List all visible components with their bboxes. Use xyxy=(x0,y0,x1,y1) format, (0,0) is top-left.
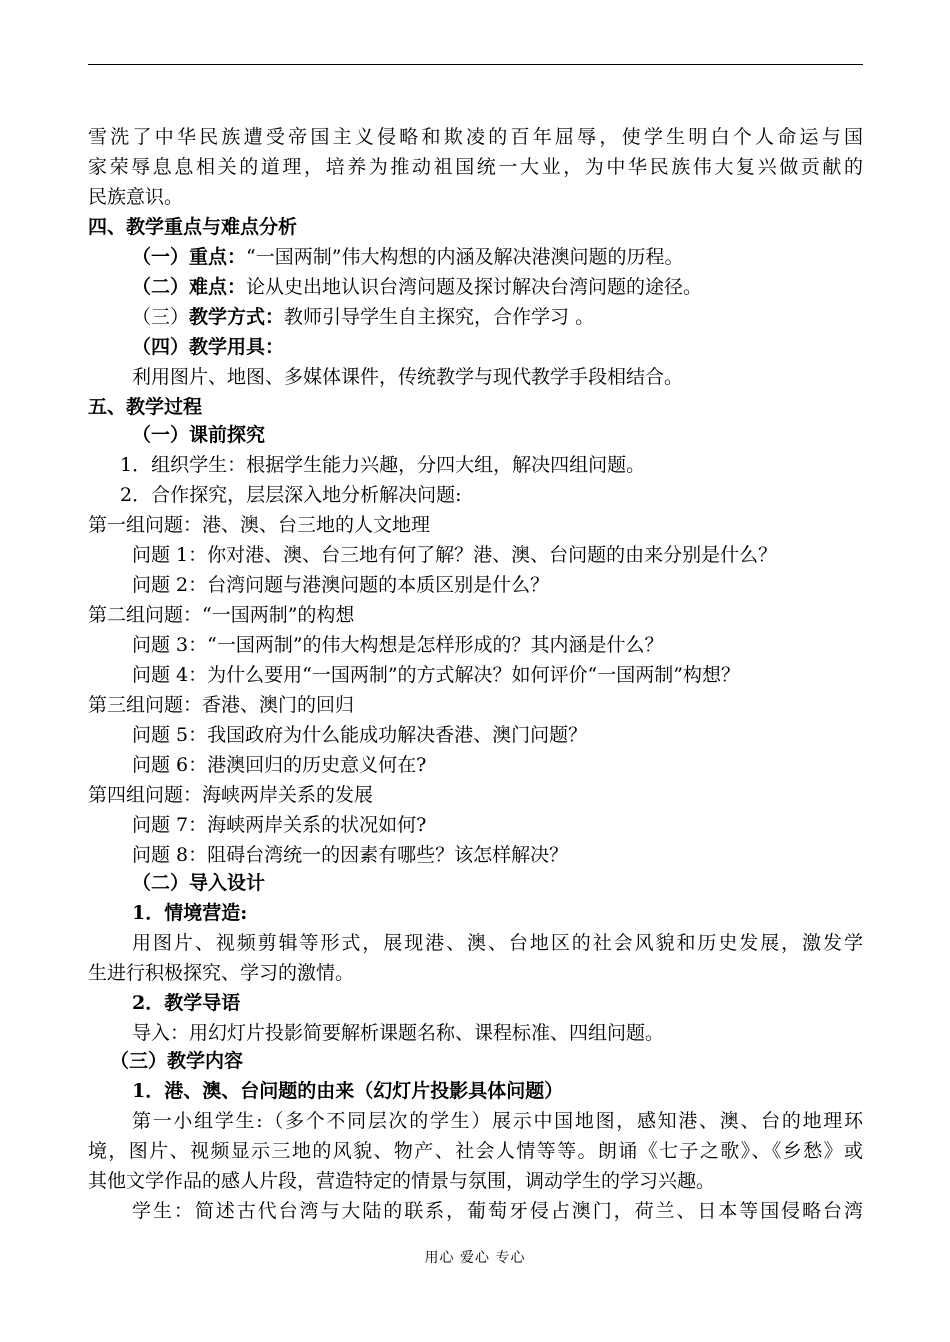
page-footer: 用心 爱心 专心 xyxy=(424,1250,526,1266)
subsection-pre-inquiry: （一）课前探究 xyxy=(132,424,266,446)
question-5: 问题 5：我国政府为什么能成功解决香港、澳门问题？ xyxy=(132,724,588,746)
method-item xyxy=(132,306,594,328)
difficulty-item xyxy=(132,276,702,298)
focus-label: （一）重点： xyxy=(132,246,247,268)
group-2-title: 第二组问题：“一国两制”的构想 xyxy=(88,604,355,626)
content-para-1a: 第一小组学生:（多个不同层次的学生）展示中国地图，感知港、澳、台的地理环 xyxy=(132,1110,863,1132)
intro-line-2: 家荣辱息息相关的道理，培养为推动祖国统一大业，为中华民族伟大复兴做贡献的 xyxy=(88,156,863,178)
step-2: 2．合作探究，层层深入地分析解决问题: xyxy=(120,484,462,506)
content-item-1: 1．港、澳、台问题的由来（幻灯片投影具体问题） xyxy=(132,1080,564,1102)
question-6: 问题 6：港澳回归的历史意义何在? xyxy=(132,754,427,776)
focus-item xyxy=(132,246,683,268)
method-label: 教学方式： xyxy=(189,306,285,328)
intro-text-2: 导入：用幻灯片投影简要解析课题名称、课程标准、四组问题。 xyxy=(132,1022,665,1044)
group-1-title: 第一组问题：港、澳、台三地的人文地理 xyxy=(88,514,431,536)
tools-label: （四）教学用具： xyxy=(132,336,285,358)
section-4-heading: 四、教学重点与难点分析 xyxy=(88,216,298,238)
content-para-1c: 其他文学作品的感人片段，营造特定的情景与氛围，调动学生的学习兴趣。 xyxy=(88,1170,716,1192)
tools-text: 利用图片、地图、多媒体课件，传统教学与现代教学手段相结合。 xyxy=(132,366,684,388)
difficulty-label: （二）难点： xyxy=(132,276,247,298)
intro-text-1b: 生进行积极探究、学习的激情。 xyxy=(88,962,355,984)
question-1: 问题 1：你对港、澳、台三地有何了解？港、澳、台问题的由来分别是什么？ xyxy=(132,544,778,566)
section-5-heading: 五、教学过程 xyxy=(88,396,203,418)
intro-item-1: 1．情境营造: xyxy=(132,902,248,924)
group-4-title: 第四组问题：海峡两岸关系的发展 xyxy=(88,784,374,806)
step-1: 1．组织学生：根据学生能力兴趣，分四大组，解决四组问题。 xyxy=(120,454,646,476)
focus-text: “一国两制”伟大构想的内涵及解决港澳问题的历程。 xyxy=(246,246,684,268)
content-para-2a: 学生：简述古代台湾与大陆的联系，葡萄牙侵占澳门，荷兰、日本等国侵略台湾 xyxy=(132,1200,863,1222)
group-3-title: 第三组问题：香港、澳门的回归 xyxy=(88,694,355,716)
subsection-teaching-content: （三）教学内容 xyxy=(110,1050,244,1072)
subsection-intro-design: （二）导入设计 xyxy=(132,872,266,894)
header-rule xyxy=(88,64,863,65)
intro-line-1: 雪洗了中华民族遭受帝国主义侵略和欺凌的百年屈辱，使学生明白个人命运与国 xyxy=(88,126,863,148)
question-3: 问题 3：“一国两制”的伟大构想是怎样形成的？其内涵是什么？ xyxy=(132,634,664,656)
difficulty-text: 论从史出地认识台湾问题及探讨解决台湾问题的途径。 xyxy=(246,276,703,298)
intro-text-1a: 用图片、视频剪辑等形式，展现港、澳、台地区的社会风貌和历史发展，激发学 xyxy=(132,932,863,954)
intro-item-2: 2．教学导语 xyxy=(132,992,241,1014)
method-text: 教师引导学生自主探究，合作学习 。 xyxy=(284,306,595,328)
method-prefix: （三） xyxy=(132,306,190,328)
content-para-1b: 境，图片、视频显示三地的风貌、物产、社会人情等等。朗诵《七子之歌》、《乡愁》或 xyxy=(88,1140,863,1162)
question-8: 问题 8：阻碍台湾统一的因素有哪些？该怎样解决？ xyxy=(132,844,569,866)
intro-line-3: 民族意识。 xyxy=(88,186,184,208)
question-2: 问题 2：台湾问题与港澳问题的本质区别是什么？ xyxy=(132,574,550,596)
question-7: 问题 7：海峡两岸关系的状况如何? xyxy=(132,814,427,836)
question-4: 问题 4：为什么要用“一国两制”的方式解决？如何评价“一国两制”构想？ xyxy=(132,664,740,686)
